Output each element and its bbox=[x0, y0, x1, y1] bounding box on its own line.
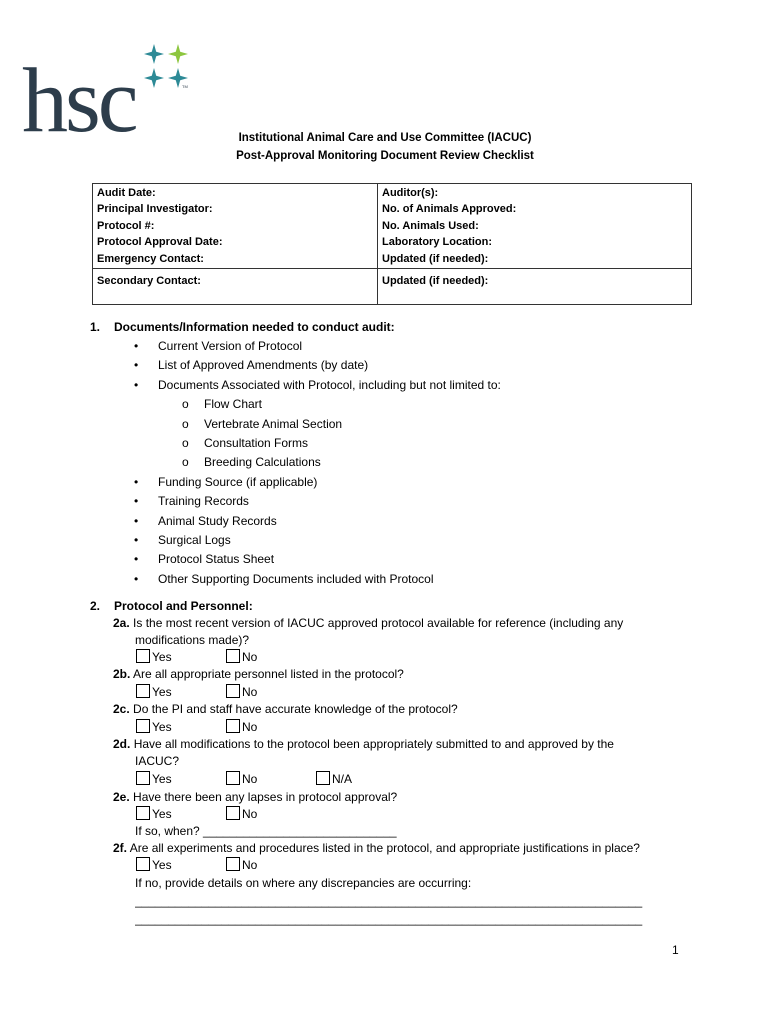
checkbox-2b-yes[interactable] bbox=[136, 684, 172, 701]
checkbox-label: No bbox=[242, 650, 258, 664]
lapse-date-field[interactable]: If so, when? _____________________________ bbox=[135, 824, 397, 838]
sub-list-item bbox=[182, 395, 549, 414]
list-item bbox=[134, 492, 501, 511]
list-item-text: List of Approved Amendments (by date) bbox=[158, 358, 369, 373]
question-2b-text: Are all appropriate personnel listed in the protocol? bbox=[133, 667, 404, 681]
list-item bbox=[134, 356, 501, 375]
audit-info-table bbox=[92, 183, 692, 305]
sub-bullet-icon: o bbox=[182, 416, 189, 431]
emergency-contact-label: Emergency Contact: bbox=[97, 252, 204, 265]
checkbox-box[interactable] bbox=[136, 771, 150, 785]
document-list bbox=[134, 337, 501, 589]
checkbox-2d-yes[interactable] bbox=[136, 771, 172, 788]
bullet-icon: • bbox=[134, 494, 139, 509]
checkbox-box[interactable] bbox=[136, 649, 150, 663]
checkbox-box[interactable] bbox=[226, 719, 240, 733]
question-2e-label: 2e. bbox=[113, 790, 130, 804]
section-1-heading bbox=[90, 318, 395, 337]
sub-list-item bbox=[182, 453, 549, 472]
document-subtitle: Post-Approval Monitoring Document Review Checklist bbox=[236, 150, 534, 162]
bullet-icon: • bbox=[134, 552, 139, 567]
list-item bbox=[134, 473, 501, 492]
section-2-heading bbox=[90, 597, 253, 616]
protocol-number-label: Protocol #: bbox=[97, 219, 155, 232]
checkbox-label: No bbox=[242, 858, 258, 872]
checkbox-2e-no[interactable] bbox=[226, 806, 257, 823]
sub-list-item-text: Breeding Calculations bbox=[204, 455, 321, 470]
checkbox-2f-yes[interactable] bbox=[136, 857, 172, 874]
list-item-text: Protocol Status Sheet bbox=[158, 552, 275, 567]
list-item bbox=[134, 550, 501, 569]
sub-bullet-icon: o bbox=[182, 455, 189, 470]
checkbox-box[interactable] bbox=[226, 857, 240, 871]
list-item-text: Documents Associated with Protocol, including but not limited to: bbox=[158, 377, 501, 392]
audit-info-left-cell bbox=[93, 184, 378, 269]
question-2d bbox=[113, 736, 614, 754]
principal-investigator-label: Principal Investigator: bbox=[97, 203, 213, 216]
list-item-text: Other Supporting Documents included with Protocol bbox=[158, 571, 434, 586]
checkbox-2c-yes[interactable] bbox=[136, 719, 172, 736]
checkbox-2c-no[interactable] bbox=[226, 719, 257, 736]
checkbox-2d-no[interactable] bbox=[226, 771, 257, 788]
sub-list-item-text: Flow Chart bbox=[204, 397, 263, 412]
list-item-text: Surgical Logs bbox=[158, 532, 231, 547]
checkbox-box[interactable] bbox=[226, 649, 240, 663]
question-2a-label: 2a. bbox=[113, 616, 130, 630]
list-item bbox=[134, 570, 501, 589]
bullet-icon: • bbox=[134, 474, 139, 489]
hsc-logo bbox=[22, 40, 197, 151]
discrepancy-blank-line-1[interactable]: ____________________________________________________________________________ bbox=[135, 894, 643, 908]
list-item-text: Funding Source (if applicable) bbox=[158, 474, 318, 489]
bullet-icon: • bbox=[134, 339, 139, 353]
protocol-approval-date-label: Protocol Approval Date: bbox=[97, 236, 223, 249]
question-2b-label: 2b. bbox=[113, 667, 131, 681]
logo-stars-icon bbox=[140, 40, 200, 96]
audit-info-right-cell bbox=[378, 184, 692, 269]
secondary-contact-label: Secondary Contact: bbox=[93, 269, 378, 305]
checkbox-label: No bbox=[242, 772, 258, 786]
checkbox-box[interactable] bbox=[136, 684, 150, 698]
list-item-text: Training Records bbox=[158, 494, 249, 509]
checkbox-2f-no[interactable] bbox=[226, 857, 257, 874]
discrepancy-prompt: If no, provide details on where any discrepancies are occurring: bbox=[135, 876, 472, 890]
checkbox-box[interactable] bbox=[136, 719, 150, 733]
question-2e-text: Have there been any lapses in protocol approval? bbox=[133, 790, 398, 804]
question-2c-text: Do the PI and staff have accurate knowledge of the protocol? bbox=[133, 702, 458, 716]
updated-if-needed-label: Updated (if needed): bbox=[382, 252, 489, 265]
question-2f-text: Are all experiments and procedures listed in the protocol, and appropriate justifications in place? bbox=[129, 841, 640, 855]
logo-text: hsc bbox=[22, 49, 136, 151]
star-teal-bottom-left bbox=[144, 68, 164, 88]
document-title: Institutional Animal Care and Use Committee (IACUC) bbox=[238, 132, 532, 144]
question-2d-label: 2d. bbox=[113, 737, 131, 751]
checkbox-label: No bbox=[242, 685, 258, 699]
question-2b bbox=[113, 666, 404, 684]
question-2f-label: 2f. bbox=[113, 841, 128, 855]
checkbox-box[interactable] bbox=[136, 806, 150, 820]
question-2a-text: Is the most recent version of IACUC approved protocol available for reference (including any bbox=[133, 616, 624, 630]
bullet-icon: • bbox=[134, 571, 139, 586]
checkbox-label: No bbox=[242, 720, 258, 734]
checkbox-label: No bbox=[242, 807, 258, 821]
bullet-icon: • bbox=[134, 358, 139, 373]
discrepancy-blank-line-2[interactable]: ____________________________________________________________________________ bbox=[135, 912, 643, 926]
question-2f bbox=[113, 840, 640, 858]
list-item-text: Current Version of Protocol bbox=[158, 339, 303, 353]
checkbox-box[interactable] bbox=[136, 857, 150, 871]
question-2c bbox=[113, 701, 458, 719]
sub-list-item bbox=[182, 434, 549, 453]
auditors-label: Auditor(s): bbox=[382, 187, 439, 199]
bullet-icon: • bbox=[134, 377, 139, 392]
section-1-title: Documents/Information needed to conduct audit: bbox=[114, 320, 395, 334]
checkbox-2a-yes[interactable] bbox=[136, 649, 172, 666]
question-2e bbox=[113, 789, 397, 807]
question-2a-continued: modifications made)? bbox=[135, 633, 250, 647]
sub-list-item-text: Consultation Forms bbox=[204, 435, 309, 450]
checkbox-2e-yes[interactable] bbox=[136, 806, 172, 823]
list-item-text: Animal Study Records bbox=[158, 513, 277, 528]
bullet-icon: • bbox=[134, 513, 139, 528]
checkbox-box[interactable] bbox=[226, 684, 240, 698]
laboratory-location-label: Laboratory Location: bbox=[382, 236, 493, 249]
bullet-icon: • bbox=[134, 532, 139, 547]
secondary-updated-label: Updated (if needed): bbox=[378, 269, 692, 305]
sub-list-item bbox=[182, 415, 549, 434]
checkbox-box[interactable] bbox=[316, 771, 330, 785]
list-item bbox=[134, 512, 501, 531]
checkbox-label: Yes bbox=[152, 858, 172, 872]
page-number: 1 bbox=[672, 943, 679, 957]
checkbox-label: Yes bbox=[152, 720, 172, 734]
animals-approved-label: No. of Animals Approved: bbox=[382, 203, 517, 216]
question-2a bbox=[113, 615, 623, 633]
sub-list-item-text: Vertebrate Animal Section bbox=[204, 416, 343, 431]
checkbox-label: Yes bbox=[152, 772, 172, 786]
checkbox-label: N/A bbox=[332, 772, 353, 786]
section-1-number: 1. bbox=[90, 320, 101, 334]
checkbox-box[interactable] bbox=[226, 771, 240, 785]
checkbox-2a-no[interactable] bbox=[226, 649, 257, 666]
animals-used-label: No. Animals Used: bbox=[382, 219, 479, 232]
checkbox-box[interactable] bbox=[226, 806, 240, 820]
checkbox-label: Yes bbox=[152, 807, 172, 821]
list-item bbox=[134, 376, 501, 395]
question-2d-text: Have all modifications to the protocol been appropriately submitted to and approved by the bbox=[133, 737, 614, 751]
star-teal-top bbox=[144, 44, 164, 64]
checkbox-label: Yes bbox=[152, 685, 172, 699]
audit-date-label: Audit Date: bbox=[97, 187, 156, 199]
section-2-number: 2. bbox=[90, 599, 101, 613]
list-item bbox=[134, 337, 501, 356]
question-2c-label: 2c. bbox=[113, 702, 130, 716]
question-2d-continued: IACUC? bbox=[135, 754, 180, 768]
list-item bbox=[134, 531, 501, 550]
section-2-title: Protocol and Personnel: bbox=[114, 599, 253, 613]
star-green-top bbox=[168, 44, 188, 64]
checkbox-label: Yes bbox=[152, 650, 172, 664]
checkbox-2d-na[interactable] bbox=[316, 771, 352, 788]
checkbox-2b-no[interactable] bbox=[226, 684, 257, 701]
sub-bullet-icon: o bbox=[182, 435, 189, 450]
sub-bullet-icon: o bbox=[182, 397, 189, 412]
trademark: TM bbox=[182, 84, 188, 89]
